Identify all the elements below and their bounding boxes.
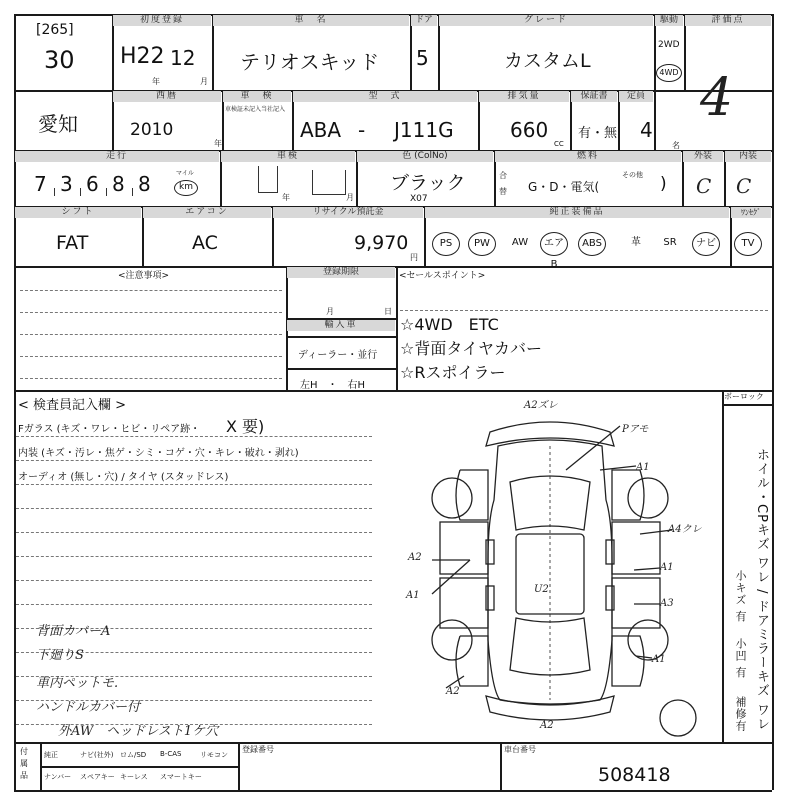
- grade: カスタムL: [504, 50, 591, 72]
- first-reg-month-unit: 月: [200, 77, 208, 86]
- cc-label: 排気量: [479, 91, 569, 102]
- warranty-label: 保証書: [571, 91, 617, 102]
- model-code: J111G: [394, 118, 454, 142]
- interior-line: 内装 (キズ・汚レ・焦ゲ・シミ・コゲ・穴・キレ・破れ・剥れ): [18, 448, 299, 459]
- mileage-label: 走行: [15, 151, 219, 162]
- equipment-item: PS: [432, 232, 460, 256]
- damage-mark: U2: [534, 584, 549, 595]
- damage-mark: A2: [408, 552, 422, 563]
- damage-mark: A1: [406, 590, 420, 601]
- fuel-close: ): [660, 174, 667, 194]
- box-number: [265]: [36, 22, 74, 38]
- equipment-item: ABS: [578, 232, 606, 256]
- car-name-label: 車 名: [213, 15, 409, 26]
- drive-label: 駆動: [655, 15, 683, 26]
- damage-mark: A2: [540, 720, 554, 731]
- import-label: 輸入車: [287, 320, 395, 331]
- capacity: 4: [640, 118, 653, 142]
- interior-label: 内装: [725, 151, 771, 162]
- chassis-label: 車台番号: [504, 745, 536, 754]
- cc: 660: [510, 118, 549, 142]
- equipment-item: AW: [511, 237, 529, 248]
- unit-mile: マイル: [176, 170, 194, 177]
- recycle-unit: 円: [410, 253, 418, 262]
- prefecture: 愛知: [38, 112, 78, 136]
- mileage-digit: 3: [60, 172, 73, 196]
- score: 4: [700, 68, 734, 128]
- year-label: 西暦: [113, 91, 221, 102]
- handwritten-note: 外AW ヘッドレスト1ケ穴: [58, 724, 219, 739]
- inspector-title: < 検査員記入欄 >: [18, 398, 127, 413]
- sales-point: ☆Rスポイラー: [400, 363, 506, 382]
- first-reg-year-unit: 年: [152, 77, 160, 86]
- dealer-or-parallel: ディーラー・並行: [298, 350, 378, 361]
- windshield-line: Fガラス (キズ・ワレ・ヒビ・リペア跡・: [18, 424, 201, 435]
- interior-grade: C: [736, 174, 752, 198]
- equipment-item: PW: [468, 232, 496, 256]
- year-unit: 年: [214, 139, 222, 148]
- caution-label: <注意事項>: [118, 271, 170, 281]
- fuel-other: その他: [622, 171, 643, 179]
- equipment-item: ナビ: [692, 232, 720, 256]
- shaken-label: 車 検: [223, 91, 291, 102]
- legend-line-3: 小凹 有: [734, 638, 747, 679]
- doors: 5: [416, 46, 429, 70]
- chassis-number: 508418: [598, 764, 671, 786]
- shift: FAT: [56, 232, 89, 254]
- damage-mark: A3: [660, 598, 674, 609]
- drive-4wd-circled: 4WD: [656, 64, 682, 82]
- color-code: X07: [410, 194, 428, 204]
- sales-label: <セールスポイント>: [399, 271, 486, 281]
- exterior-label: 外装: [683, 151, 723, 162]
- aircon-label: エアコン: [143, 207, 271, 218]
- fuel-label: 燃料: [495, 151, 681, 162]
- handwritten-note: 下廻りS: [36, 648, 84, 663]
- footer-option: ナビ(社外): [80, 751, 114, 759]
- shaken-note: 車検証未記入当社記入: [225, 106, 286, 113]
- deadline-day: 日: [384, 307, 392, 316]
- footer-option: ロム/SD: [120, 751, 147, 759]
- equipment-item: 革: [631, 237, 641, 248]
- shift-label: シフト: [15, 207, 141, 218]
- footer-option: スペアキー: [80, 773, 115, 781]
- exterior-grade: C: [696, 174, 712, 198]
- first-reg-label: 初度登録: [113, 15, 211, 26]
- cc-unit: CC: [554, 140, 564, 148]
- score-label: 評価点: [685, 15, 771, 26]
- year: 2010: [130, 120, 174, 140]
- handwritten-note: ハンドルカバー付: [36, 700, 141, 715]
- footer-option: B-CAS: [160, 750, 182, 758]
- damage-mark: A2ズレ: [524, 400, 558, 411]
- footer-option: リモコン: [200, 751, 228, 759]
- mileage-digit: 8: [112, 172, 125, 196]
- model-prefix: ABA: [300, 118, 342, 142]
- equipment-item: TV: [734, 232, 762, 256]
- one-seg-label: ﾜﾝｾｸﾞ: [731, 207, 771, 218]
- unit-km-circled: km: [174, 180, 198, 196]
- equipment-label: 純正装備品: [425, 207, 729, 218]
- sales-point: ☆背面タイヤカバー: [400, 339, 543, 358]
- equipment-item: エアB: [540, 232, 568, 256]
- footer-side-label: 付 属 品: [20, 747, 28, 780]
- reg-num-label: 登録番号: [242, 745, 274, 754]
- footer-option: キーレス: [120, 773, 148, 781]
- damage-mark: A1: [660, 562, 674, 573]
- mileage-digit: 8: [138, 172, 151, 196]
- fuel: G・D・電気(: [528, 180, 600, 194]
- car-name: テリオスキッド: [240, 50, 380, 74]
- lot-number: 30: [44, 46, 75, 74]
- drive-2wd: 2WD: [658, 40, 680, 50]
- capacity-unit: 名: [672, 141, 680, 150]
- color-match: 合 替: [499, 171, 507, 196]
- grade-label: グレード: [439, 15, 653, 26]
- damage-mark: A2: [446, 686, 460, 697]
- footer-option: 純正: [44, 751, 58, 759]
- inspection-month-unit: 月: [346, 193, 354, 202]
- legend-line-1: ホイル・CPキズ ワレ / ドアミラーキズ ワレ: [754, 448, 769, 731]
- legend-line-2: 小キズ 有: [734, 570, 747, 623]
- aircon: AC: [192, 232, 218, 254]
- recycle-label: リサイクル預託金: [273, 207, 423, 218]
- reg-deadline-label: 登録期限: [287, 267, 395, 278]
- steering-side: 左H ・ 右H: [300, 380, 366, 391]
- damage-mark: A4クレ: [668, 524, 702, 535]
- footer-option: スマートキー: [160, 773, 202, 781]
- inspection-year-unit: 年: [282, 193, 290, 202]
- footer-option: ナンバー: [44, 773, 72, 781]
- model-dash: -: [358, 118, 366, 142]
- model-label: 型 式: [293, 91, 477, 102]
- damage-mark: Pアモ: [622, 424, 649, 435]
- mileage-digit: 6: [86, 172, 99, 196]
- sales-point: ☆4WD ETC: [400, 315, 499, 334]
- windshield-mark: X 要): [226, 417, 265, 436]
- first-reg-era: H22: [120, 44, 165, 69]
- car-inspection-label: 車検: [221, 151, 355, 162]
- warranty: 有・無: [578, 126, 618, 141]
- color-label: 色 (ColNo): [357, 151, 493, 162]
- equipment-item: SR: [663, 237, 677, 248]
- mileage-digit: 7: [34, 172, 47, 196]
- recycle-amount: 9,970: [354, 232, 409, 254]
- damage-mark: A1: [636, 462, 650, 473]
- damage-mark: A1: [652, 654, 666, 665]
- aerolock-label: ボーロック: [724, 392, 764, 401]
- first-reg-month: 12: [170, 46, 196, 70]
- color: ブラック: [390, 172, 466, 194]
- capacity-label: 定員: [619, 91, 653, 102]
- handwritten-note: 背面カバーA: [36, 624, 111, 639]
- doors-label: ドア: [411, 15, 437, 26]
- handwritten-note: 車内ペットモ.: [36, 676, 119, 691]
- audio-line: オーディオ (無し・穴) / タイヤ (スタッドレス): [18, 472, 229, 483]
- legend-line-4: 補修有: [734, 696, 747, 732]
- deadline-month: 月: [326, 307, 334, 316]
